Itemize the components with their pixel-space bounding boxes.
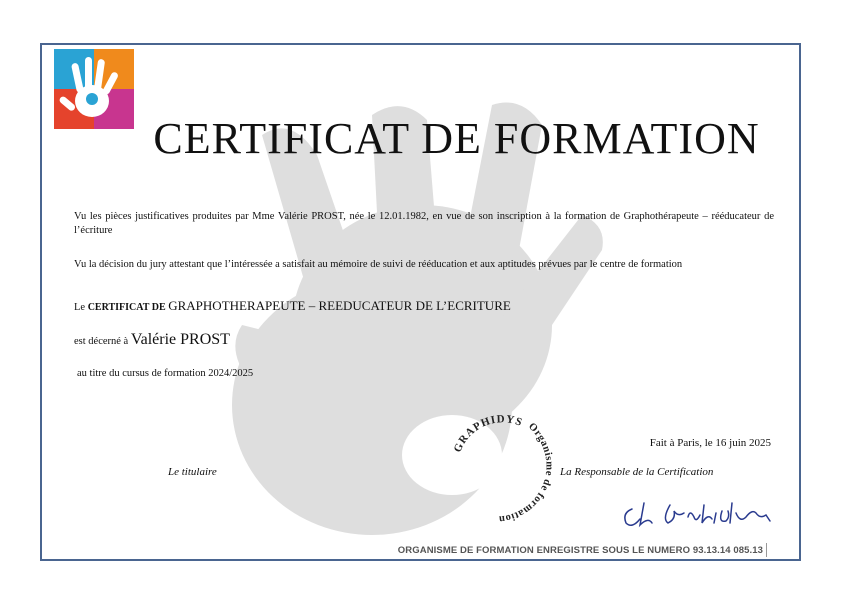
- seal-top-text: GRAPHIDYS: [451, 413, 525, 455]
- granted-prefix: est décerné à: [74, 336, 129, 347]
- award-line: [74, 299, 774, 315]
- recipient-line: [74, 333, 774, 349]
- footer-divider: [766, 543, 767, 557]
- award-bold: CERTIFICAT DE: [87, 302, 166, 313]
- award-prefix: Le: [74, 302, 86, 313]
- justification-paragraph: Vu les pièces justificatives produites par Mme Valérie PROST, née le 12.01.1982, en vue de son inscription à la formation de Graphothérapeute – rééducateur de l’écriture: [74, 211, 774, 236]
- jury-decision-paragraph: Vu la décision du jury attestant que l’intéressée a satisfait au mémoire de suivi de rééducation et aux aptitudes prévues par le centre de formation: [74, 259, 683, 270]
- cursus-line: au titre du cursus de formation 2024/2025: [77, 368, 254, 379]
- award-title: GRAPHOTHERAPEUTE – REEDUCATEUR DE L’ECRITURE: [168, 298, 511, 313]
- recipient-name: Valérie PROST: [130, 331, 230, 348]
- svg-text:Organisme de formation: [498, 421, 554, 524]
- certificate-frame: [40, 43, 801, 561]
- svg-text:GRAPHIDYS: [452, 413, 525, 454]
- holder-label: Le titulaire: [168, 466, 217, 478]
- certificate-title: CERTIFICAT DE FORMATION: [153, 114, 760, 163]
- graphidys-seal: [442, 405, 562, 525]
- signature: [618, 483, 778, 531]
- responsible-label: La Responsable de la Certification: [560, 466, 714, 478]
- registration-footer: ORGANISME DE FORMATION ENREGISTRE SOUS LE NUMERO 93.13.14 085.13: [397, 545, 763, 556]
- seal-ring-text: Organisme de formation: [497, 421, 555, 525]
- date-place: Fait à Paris, le 16 juin 2025: [649, 437, 771, 449]
